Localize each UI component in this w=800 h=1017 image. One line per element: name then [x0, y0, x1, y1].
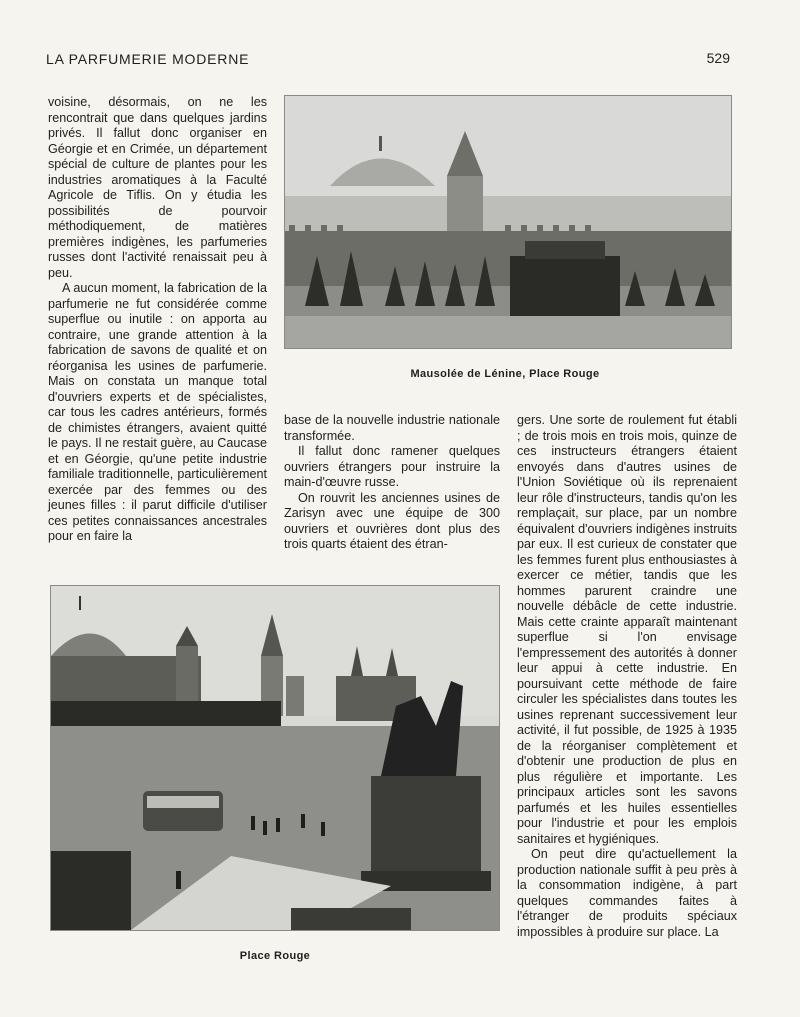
text-column-1 [48, 95, 267, 545]
paragraph: On rouvrit les anciennes usines de Zarisyn avec une équipe de 300 ouvriers et ouvrières dont plus des trois quarts étaient des étran- [284, 490, 500, 551]
page-number: 529 [706, 50, 730, 66]
paragraph: A aucun moment, la fabrication de la parfumerie ne fut considérée comme superflue ou inutile : on apporta au contraire, une grande attention à la fabrication de savons de qualité et on réorganisa les usines de parfumerie. Mais on constata un manque total d'ouvriers experts et de spécialistes, car tous les cadres antérieurs, formés de chimistes étrangers, avaient quitté le pays. Il ne restait guère, au Caucase et en Géorgie, qu'une petite industrie familiale traditionnelle, particulièrement exercée par des femmes ou des jeunes filles : il parut difficile d'utiliser ces petites connaissances ancestrales pour en faire la [48, 281, 267, 543]
red-square-photo [50, 585, 500, 931]
kremlin-mausoleum-photo [284, 95, 732, 349]
running-head: LA PARFUMERIE MODERNE [46, 51, 250, 67]
text-column-3 [517, 413, 737, 940]
paragraph: voisine, désormais, on ne les rencontrait que dans quelques jardins privés. Il fallut donc organiser en Géorgie et en Crimée, un département spécial de culture de plantes pour les industries aromatiques à la Faculté Agricole de Tiflis. On y étudia les possibilités de pourvoir méthodiquement, de matières premières indigènes, les parfumeries russes dont l'activité renaissait peu à peu. [48, 95, 267, 280]
figure-caption-mausoleum: Mausolée de Lénine, Place Rouge [410, 368, 600, 380]
page-header [46, 51, 730, 71]
paragraph: gers. Une sorte de roulement fut établi ; de trois mois en trois mois, quinze de ces instructeurs étrangers étaient envoyés dans d'autres usines de l'Union Soviétique où ils reprenaient leur rôle d'instructeurs, tandis qu'on les remplaçait, sur place, par un nombre équivalent d'ouvriers indigènes instruits par eux. Il est curieux de constater que les femmes furent plus enthousiastes à exercer ce métier, tandis que les hommes parurent craindre une nouvelle débâcle de cette industrie. Mais cette crainte apparaît maintenant superflue si l'on envisage l'empressement des autorités à donner leur appui à cette industrie. En poursuivant cette méthode de faire circuler les spécialistes dans toutes les usines reprenant successivement leur activité, il fut possible, de 1925 à 1935 de la réorganiser complètement et d'obtenir une production de plus en plus régulière et importante. Les principaux articles sont les savons parfumés et les huiles essentielles pour l'industrie et pour les emplois sanitaires et hygiéniques. [517, 413, 737, 846]
paragraph: On peut dire qu'actuellement la production nationale suffit à peu près à la consommation indigène, à part quelques commandes faites à l'étranger de produits spéciaux impossibles à produire sur place. La [517, 847, 737, 939]
figure-caption-square: Place Rouge [239, 950, 311, 962]
text-column-2 [284, 413, 500, 553]
paragraph: base de la nouvelle industrie nationale transformée. [284, 413, 500, 443]
paragraph: Il fallut donc ramener quelques ouvriers étrangers pour instruire la main-d'œuvre russe. [284, 444, 500, 489]
